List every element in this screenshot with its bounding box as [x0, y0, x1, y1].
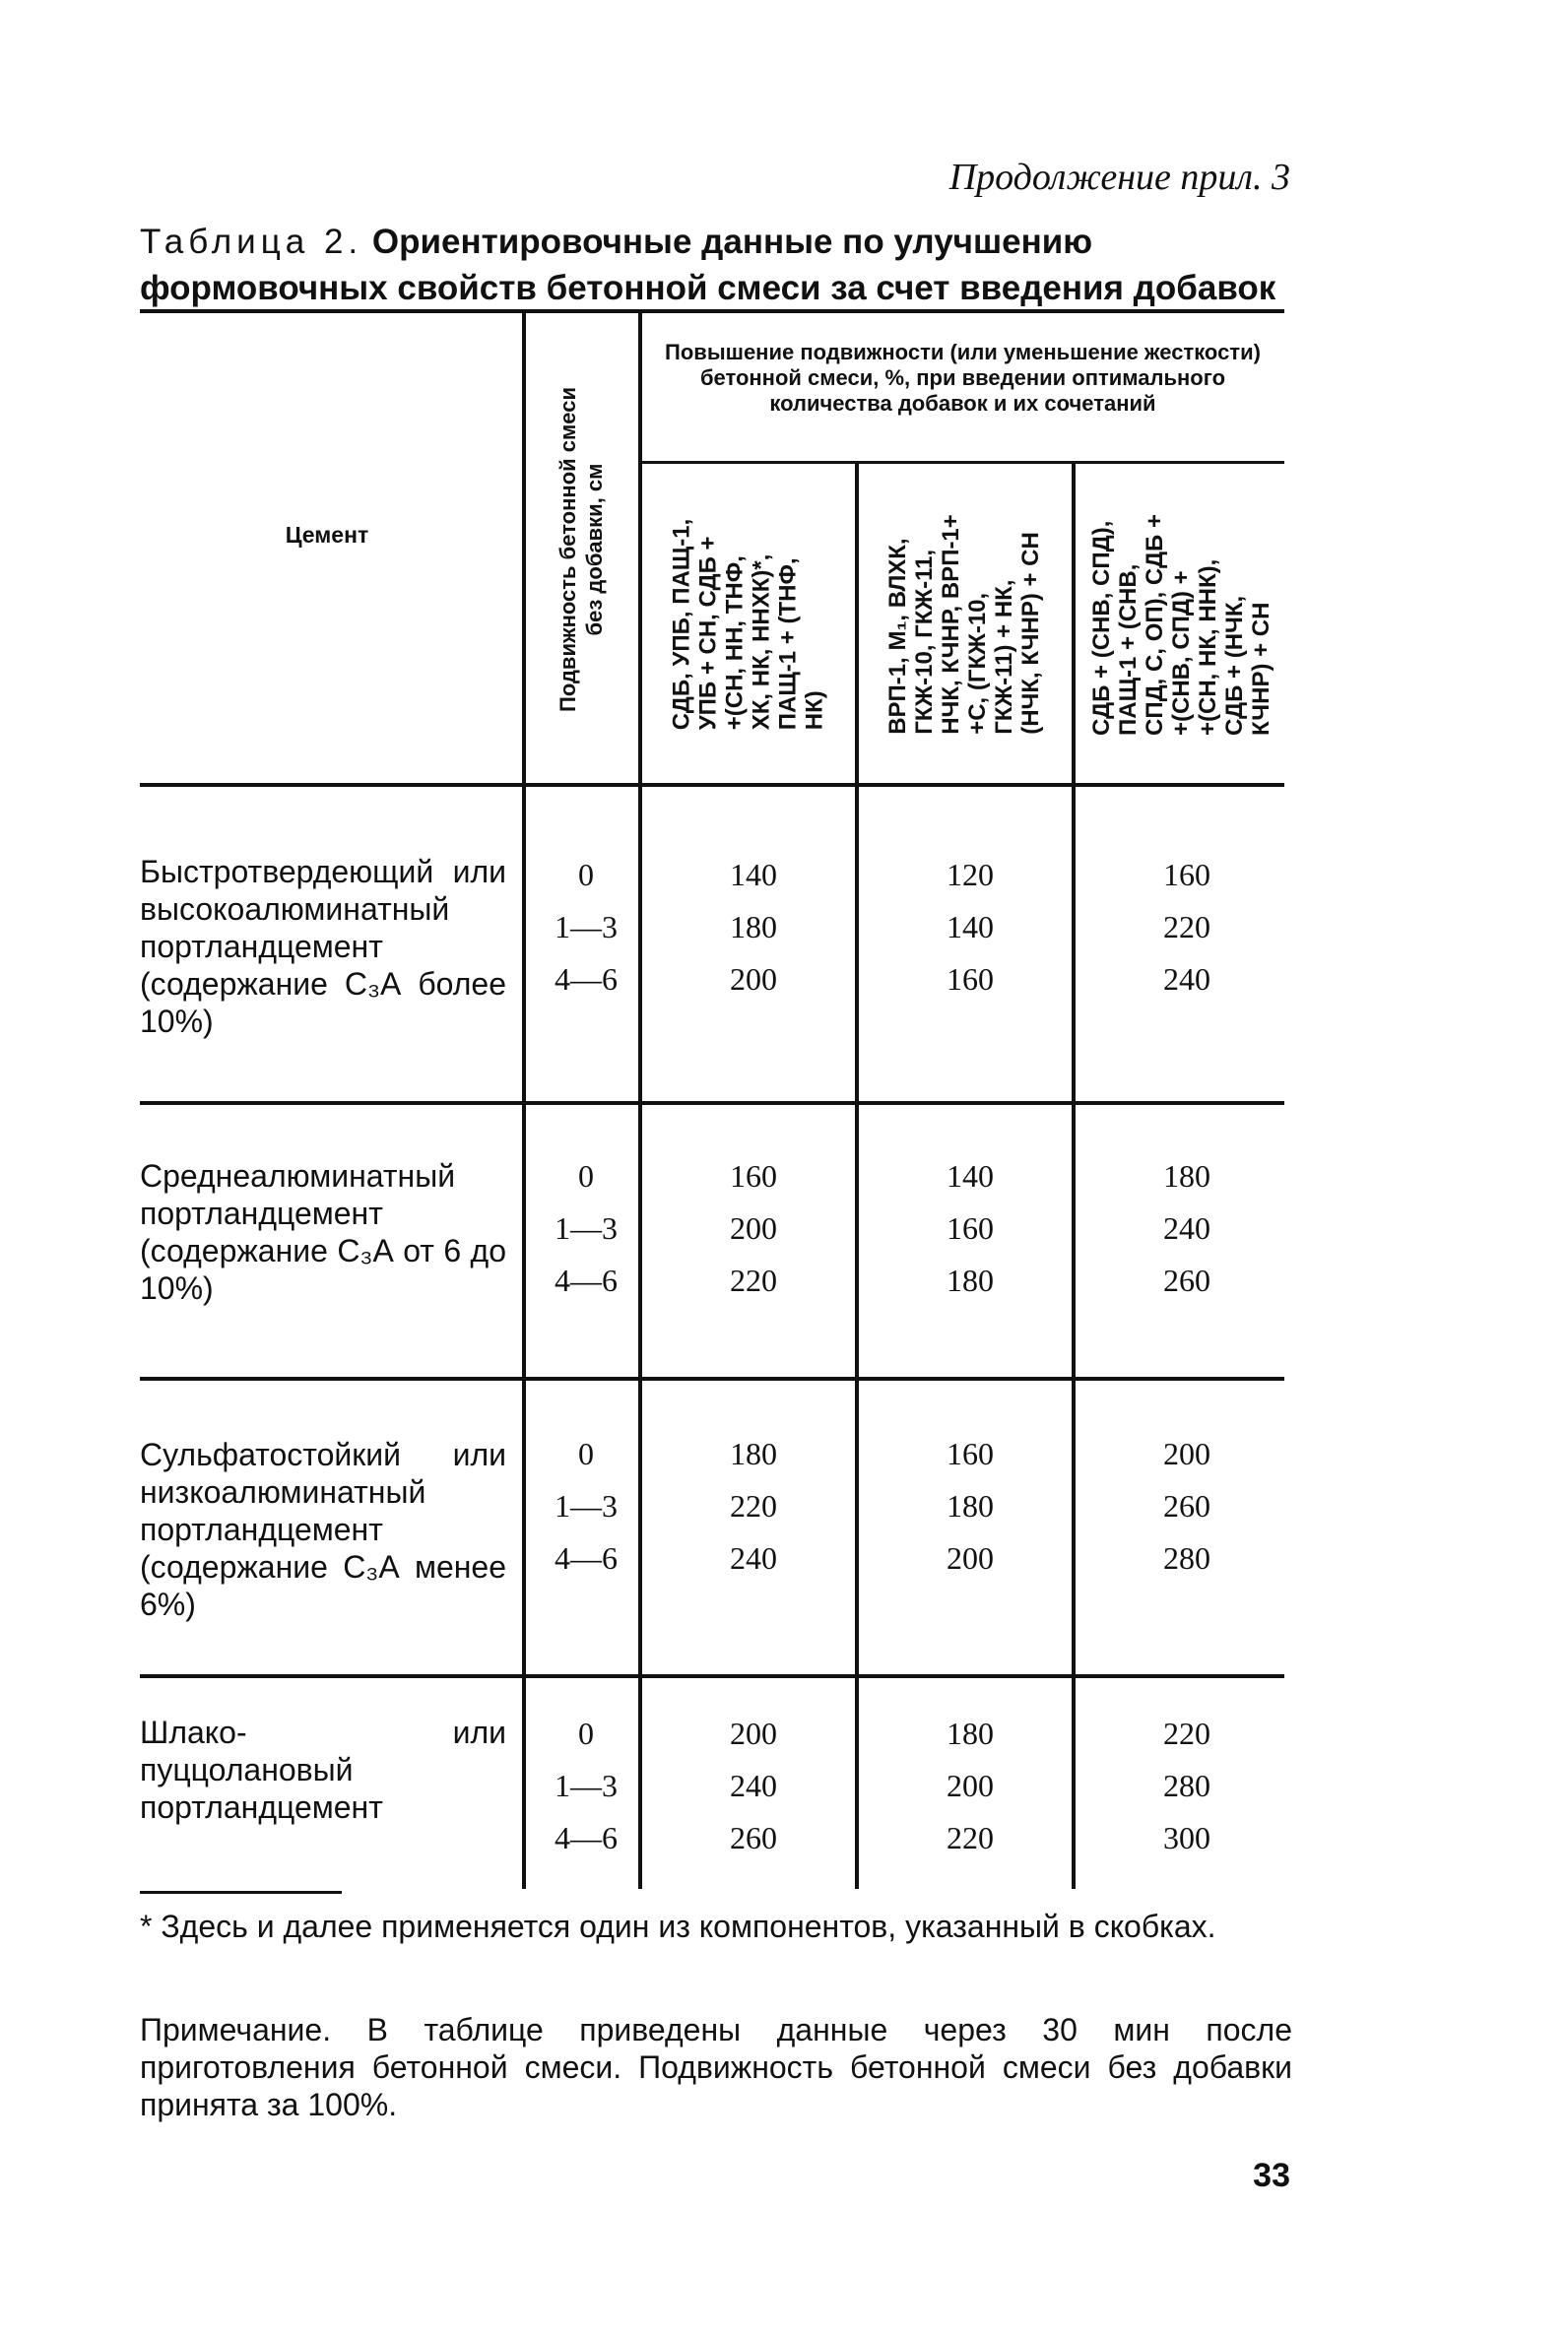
row-mobility [532, 1150, 640, 1307]
row-values-b [867, 1428, 1074, 1585]
additive-b-line: ГКЖ-11) + НК, [991, 579, 1017, 735]
value-cell: 160 [947, 961, 994, 997]
additive-c-line: КЧНР) + СН [1247, 602, 1274, 736]
mobility-value: 0 [578, 1158, 594, 1194]
additive-a-line: УПБ + СН, СДБ + [694, 536, 722, 731]
mobility-value: 1—3 [555, 1488, 618, 1524]
row-values-a [650, 1428, 857, 1585]
value-cell: 280 [1163, 1540, 1210, 1576]
value-cell: 160 [947, 1436, 994, 1471]
column-header-mobility-line: Подвижность бетонной смеси [555, 386, 581, 712]
additive-b-line: ГКЖ-10, ГКЖ-11, [911, 549, 938, 735]
column-header-additive-c [1076, 471, 1286, 778]
row-mobility [532, 849, 640, 1006]
value-cell: 160 [947, 1210, 994, 1246]
additive-b-line: (НЧК, КЧНР) + СН [1017, 532, 1044, 735]
table-caption [140, 219, 1292, 311]
mobility-value: 0 [578, 857, 594, 892]
value-cell: 240 [730, 1540, 777, 1576]
mobility-value: 4—6 [555, 1263, 618, 1298]
row-divider [140, 1674, 1284, 1678]
value-cell: 180 [947, 1488, 994, 1524]
value-cell: 180 [730, 1436, 777, 1471]
row-cement-name: Среднеалюминатный портландцемент (содержание С₃А от 6 до 10%) [140, 1158, 506, 1306]
table-top-rule [140, 309, 1284, 313]
value-cell: 180 [947, 1716, 994, 1751]
additive-c-line: +(СНВ, СПД) + [1167, 569, 1195, 736]
row-values-b [867, 1150, 1074, 1307]
value-cell: 220 [947, 1820, 994, 1855]
additive-b-line: ВРП-1, М₁, ВЛХК, [884, 538, 911, 735]
value-cell: 200 [730, 961, 777, 997]
value-cell: 140 [947, 909, 994, 944]
value-cell: 280 [1163, 1768, 1210, 1803]
column-header-additive-a [642, 471, 853, 778]
mobility-value: 4—6 [555, 961, 618, 997]
value-cell: 180 [1163, 1158, 1210, 1194]
additive-a-line: ПАЩ-1 + (ТНФ, [774, 557, 802, 731]
mobility-value: 4—6 [555, 1820, 618, 1855]
row-mobility [532, 1708, 640, 1864]
value-cell: 200 [947, 1540, 994, 1576]
additive-b-line: НЧК, КЧНР, ВРП-1+ [938, 514, 964, 735]
value-cell: 240 [1163, 1210, 1210, 1246]
additive-a-line: +(СН, НН, ТНФ, [721, 555, 749, 731]
footnote: * Здесь и далее применяется один из компонентов, указанный в скобках. [140, 1909, 1216, 1944]
additive-b-line: +С, (ГКЖ-10, [964, 592, 991, 735]
row-cement-name: Шлако- или пуццолановый портландцемент [140, 1715, 506, 1825]
value-cell: 220 [730, 1488, 777, 1524]
additive-c-line: СДБ + (СНВ, СПД), [1087, 520, 1115, 736]
value-cell: 160 [1163, 857, 1210, 892]
row-values-c [1083, 1428, 1290, 1585]
value-cell: 260 [1163, 1488, 1210, 1524]
value-cell: 220 [730, 1263, 777, 1298]
additive-a-line: НК) [801, 690, 828, 731]
value-cell: 140 [947, 1158, 994, 1194]
value-cell: 260 [730, 1820, 777, 1855]
row-values-b [867, 1708, 1074, 1864]
mobility-value: 1—3 [555, 1768, 618, 1803]
column-header-additive-b [859, 471, 1070, 778]
value-cell: 200 [947, 1768, 994, 1803]
additive-c-line: ПАЩ-1 + (СНВ, [1114, 563, 1142, 736]
additive-c-line: СДБ + (НЧК, [1220, 595, 1248, 736]
mobility-value: 0 [578, 1436, 594, 1471]
row-mobility [532, 1428, 640, 1585]
value-cell: 200 [730, 1716, 777, 1751]
column-header-cement: Цемент [285, 522, 369, 548]
value-cell: 160 [730, 1158, 777, 1194]
running-head: Продолжение прил. 3 [948, 157, 1290, 198]
mobility-value: 1—3 [555, 1210, 618, 1246]
mobility-value: 4—6 [555, 1540, 618, 1576]
value-cell: 200 [1163, 1436, 1210, 1471]
row-values-c [1083, 849, 1290, 1006]
row-divider [140, 1377, 1284, 1381]
footnote-rule [140, 1891, 342, 1894]
mobility-value: 0 [578, 1716, 594, 1751]
value-cell: 140 [730, 857, 777, 892]
value-cell: 180 [730, 909, 777, 944]
value-cell: 220 [1163, 1716, 1210, 1751]
row-values-a [650, 1708, 857, 1864]
row-values-c [1083, 1708, 1290, 1864]
row-values-b [867, 849, 1074, 1006]
mobility-value: 1—3 [555, 909, 618, 944]
value-cell: 240 [1163, 961, 1210, 997]
value-cell: 300 [1163, 1820, 1210, 1855]
additive-a-line: ХК, НК, ННХК)*, [748, 553, 775, 731]
table-caption-text: Ориентировочные данные по улучшению формовочных свойств бетонной смеси за счет введения добавок [140, 223, 1276, 307]
column-header-mobility-line: без добавки, см [582, 463, 608, 635]
row-values-a [650, 849, 857, 1006]
row-cement-name: Сульфатостойкий или низкоалюминатный портландцемент (содержание С₃А менее 6%) [140, 1437, 506, 1622]
value-cell: 180 [947, 1263, 994, 1298]
additive-c-line: +(СН, НК, ННК), [1194, 558, 1221, 736]
row-cement-name: Быстротвердеющий или высокоалюминатный портландцемент (содержание С₃А более 10%) [140, 854, 506, 1039]
value-cell: 260 [1163, 1263, 1210, 1298]
additive-a-line: СДБ, УПБ, ПАЩ-1, [668, 518, 695, 731]
row-values-a [650, 1150, 857, 1307]
additive-c-line: СПД, С, ОП), СДБ + [1141, 513, 1168, 736]
value-cell: 220 [1163, 909, 1210, 944]
row-divider [140, 1101, 1284, 1105]
table-caption-lead: Таблица 2. [140, 223, 363, 261]
table-note: Примечание. В таблице приведены данные через 30 мин после приготовления бетонной смеси. Подвижность бетонной смеси без добавки принята за 100%. [140, 2012, 1292, 2122]
value-cell: 120 [947, 857, 994, 892]
page-number: 33 [1253, 2157, 1290, 2194]
value-cell: 200 [730, 1210, 777, 1246]
row-values-c [1083, 1150, 1290, 1307]
value-cell: 240 [730, 1768, 777, 1803]
header-bottom-rule [140, 783, 1284, 787]
group-header-rule [640, 461, 1284, 464]
column-header-mobility [526, 320, 636, 778]
column-header-group: Повышение подвижности (или уменьшение жесткости) бетонной смеси, %, при введении оптимального количества добавок и их сочетаний [665, 340, 1261, 416]
